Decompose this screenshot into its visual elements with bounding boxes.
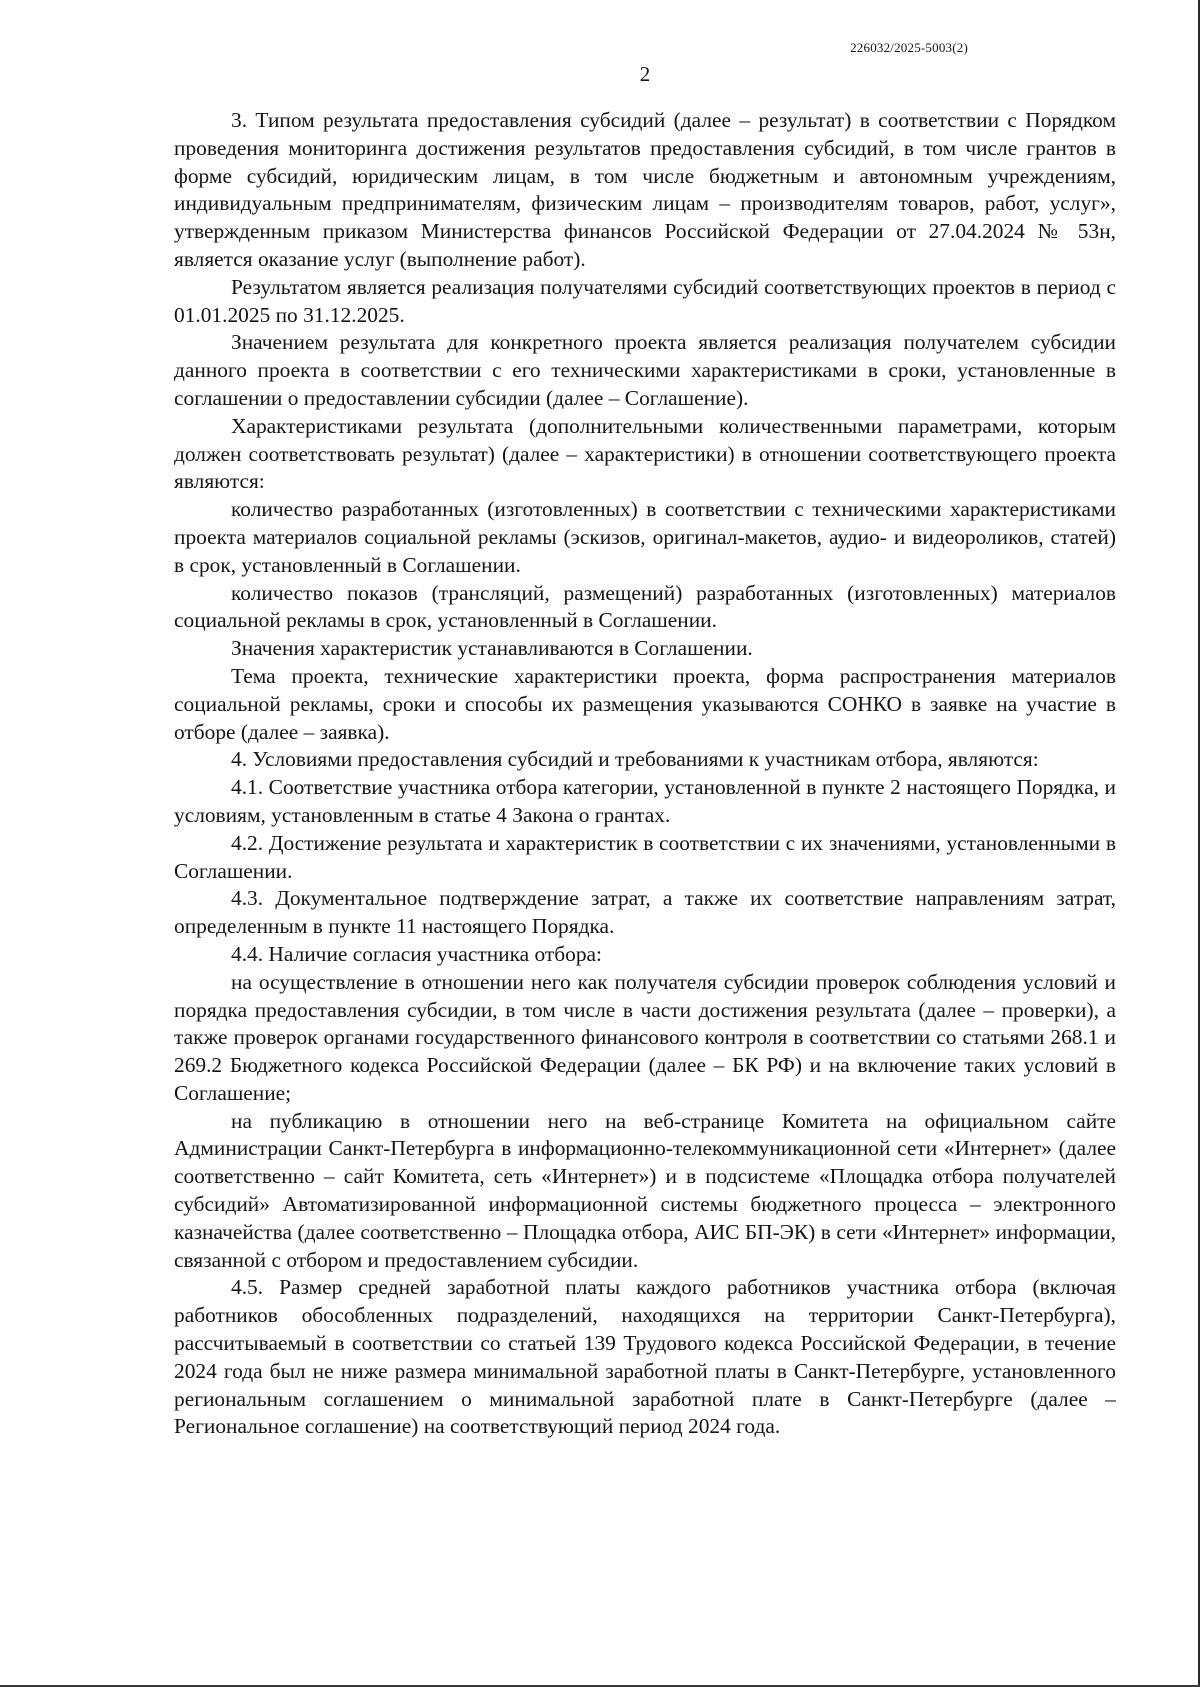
paragraph-characteristic-values: Значения характеристик устанавливаются в Соглашении.: [231, 636, 753, 661]
paragraph-4-5: 4.5. Размер средней заработной платы каждого работников участника отбора (включая работников обособленных подразделений, находящихся на территории Санкт-Петербурга), рассчитываемый в соответствии со статьей 139 Трудового кодекса Российской Федерации, в течение 2024 года был не ниже размера минимальной заработной платы в Санкт-Петербурге, установленного региональным соглашением о минимальной заработной плате в Санкт-Петербурге (далее – Региональное соглашение) на соответствующий период 2024 года.: [174, 1275, 1116, 1439]
paragraph-result: Результатом является реализация получателями субсидий соответствующих проектов в период с 01.01.2025 по 31.12.2025.: [174, 274, 1116, 327]
paragraph-result-value: Значением результата для конкретного проекта является реализация получателем субсидии данного проекта в соответствии с его техническими характеристиками в сроки, установленные в соглашении о предоставлении субсидии (далее – Соглашение).: [174, 330, 1116, 410]
paragraph-4-conditions: 4. Условиями предоставления субсидий и требованиями к участникам отбора, являются:: [231, 747, 1039, 772]
paragraph-characteristic-shows-count: количество показов (трансляций, размещений) разработанных (изготовленных) материалов социальной рекламы в срок, установленный в Соглашении.: [174, 580, 1116, 633]
paragraph-4-3: 4.3. Документальное подтверждение затрат, а также их соответствие направлениям затрат, определенным в пункте 11 настоящего Порядка.: [174, 886, 1116, 939]
paragraph-characteristic-materials-count: количество разработанных (изготовленных) в соответствии с техническими характеристиками проекта материалов социальной рекламы (эскизов, оригинал-макетов, аудио- и видеороликов, статей) в срок, установленный в Соглашении.: [174, 497, 1116, 577]
paragraph-4-4: 4.4. Наличие согласия участника отбора:: [231, 941, 602, 966]
paragraph-result-characteristics: Характеристиками результата (дополнительными количественными параметрами, которым должен соответствовать результат) (далее – характеристики) в отношении соответствующего проекта являются:: [174, 413, 1116, 494]
paragraph-project-topic: Тема проекта, технические характеристики проекта, форма распространения материалов социальной рекламы, сроки и способы их размещения указываются СОНКО в заявке на участие в отборе (далее – заявка).: [174, 663, 1116, 744]
page-number: 2: [639, 62, 651, 86]
paragraph-4-4-publication: на публикацию в отношении него на веб-странице Комитета на официальном сайте Администрации Санкт-Петербурга в информационно-телекоммуникационной сети «Интернет» (далее соответственно – сайт Комитета, сеть «Интернет») и в подсистеме «Площадка отбора получателей субсидий» Автоматизированной информационной системы бюджетного процесса – электронного казначейства (далее соответственно – Площадка отбора, АИС БП-ЭК) в сети «Интернет» информации, связанной с отбором и предоставлением субсидии.: [174, 1108, 1116, 1272]
document-registration-number: 226032/2025-5003(2): [850, 40, 968, 55]
paragraph-3-result-type: 3. Типом результата предоставления субсидий (далее – результат) в соответствии с Порядком проведения мониторинга достижения результатов предоставления субсидий, в том числе грантов в форме субсидий, юридическим лицам, в том числе бюджетным и автономным учреждениям, индивидуальным предпринимателям, физическим лицам – производителям товаров, работ, услуг», утвержденным приказом Министерства финансов Российской Федерации от 27.04.2024 № 53н, является оказание услуг (выполнение работ).: [174, 108, 1116, 271]
paragraph-4-4-inspections: на осуществление в отношении него как получателя субсидии проверок соблюдения условий и порядка предоставления субсидии, в том числе в части достижения результата (далее – проверки), а также проверок органами государственного финансового контроля в соответствии со статьями 268.1 и 269.2 Бюджетного кодекса Российской Федерации (далее – БК РФ) и на включение таких условий в Соглашение;: [174, 969, 1116, 1105]
document-body: [174, 107, 1116, 1441]
paragraph-4-1: 4.1. Соответствие участника отбора категории, установленной в пункте 2 настоящего Порядка, и условиям, установленным в статье 4 Закона о грантах.: [174, 775, 1116, 827]
paragraph-4-2: 4.2. Достижение результата и характеристик в соответствии с их значениями, установленными в Соглашении.: [174, 830, 1116, 883]
